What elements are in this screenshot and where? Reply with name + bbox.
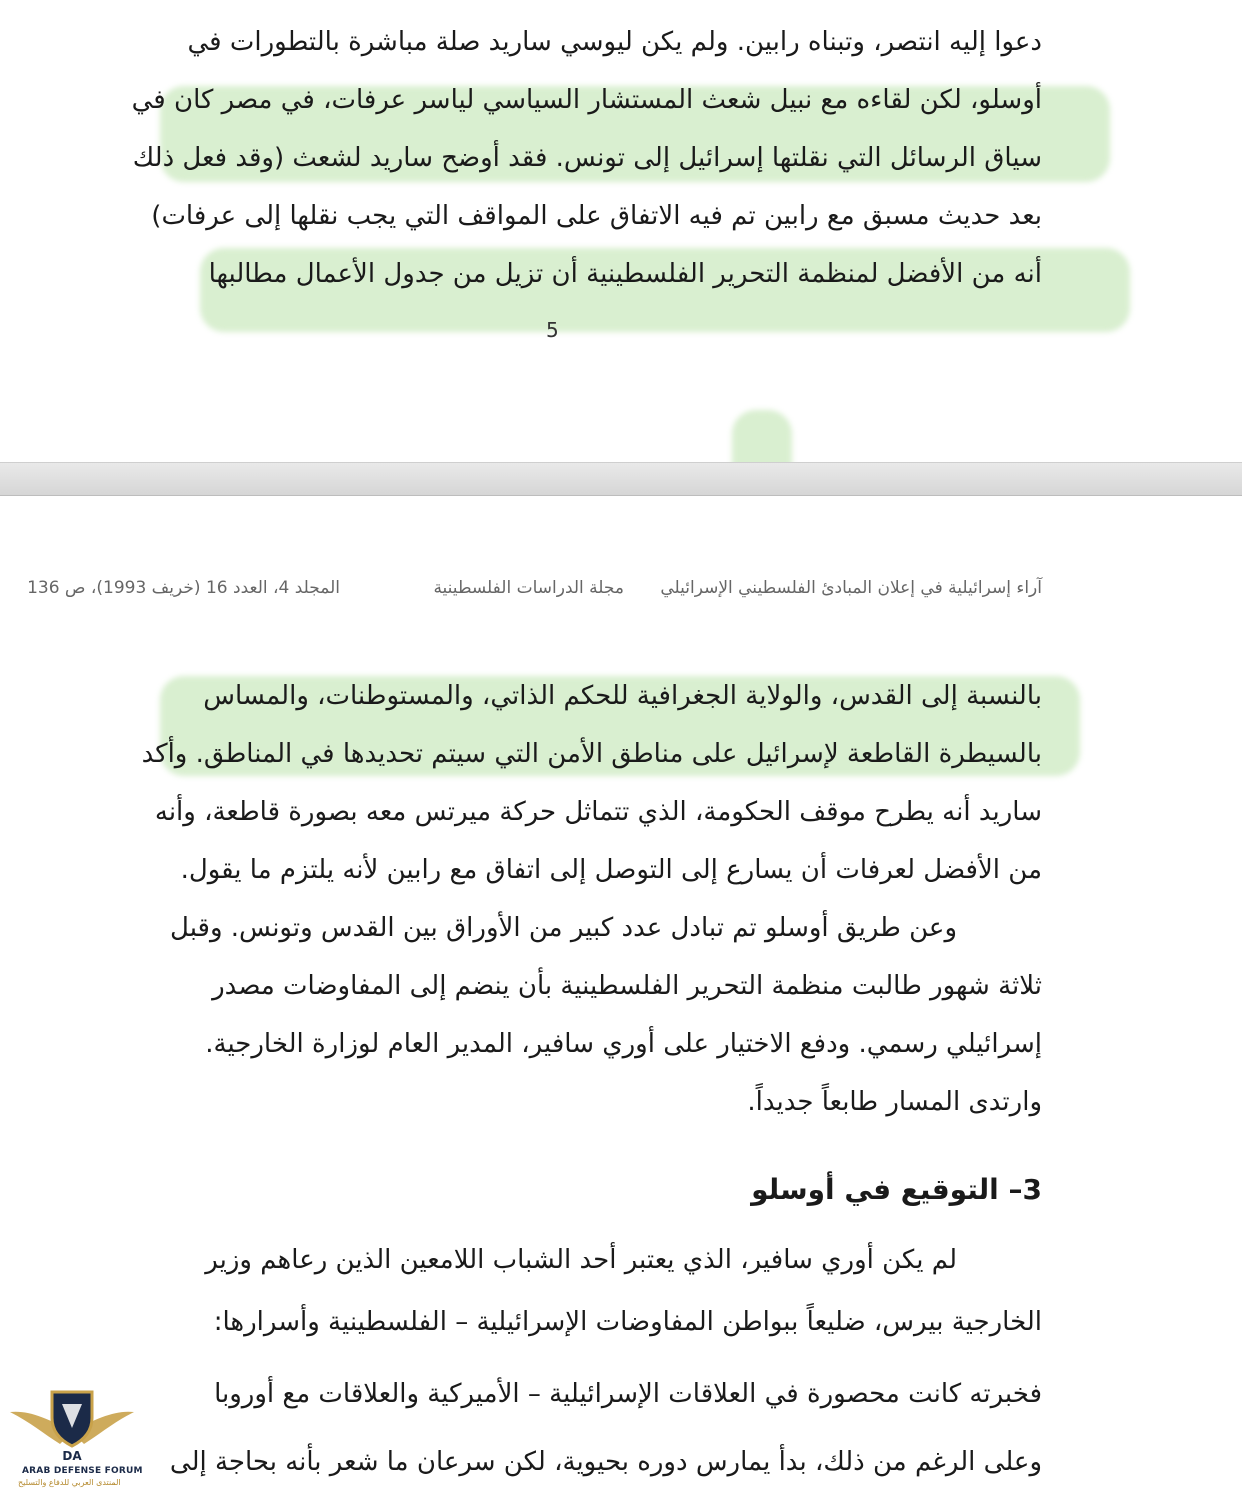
- paragraph-line: فخبرته كانت محصورة في العلاقات الإسرائيلية – الأميركية والعلاقات مع أوروبا: [214, 1379, 1042, 1409]
- page-separator: [0, 462, 1242, 497]
- paragraph-line: بعد حديث مسبق مع رابين تم فيه الاتفاق على المواقف التي يجب نقلها إلى عرفات): [151, 201, 1042, 231]
- paragraph-line: الخارجية بيرس، ضليعاً ببواطن المفاوضات الإسرائيلية – الفلسطينية وأسرارها:: [213, 1307, 1042, 1337]
- paragraph-line: وعن طريق أوسلو تم تبادل عدد كبير من الأوراق بين القدس وتونس. وقبل: [170, 913, 957, 943]
- paragraph-line: أوسلو، لكن لقاءه مع نبيل شعث المستشار السياسي لياسر عرفات، في مصر كان في: [131, 85, 1042, 115]
- page-number: 5: [546, 318, 559, 342]
- document-page-top: [0, 0, 1242, 462]
- logo-arabic-name: المنتدى العربي للدفاع والتسليح: [18, 1478, 121, 1487]
- paragraph-line: سياق الرسائل التي نقلتها إسرائيل إلى تونس. فقد أوضح ساريد لشعث (وقد فعل ذلك: [132, 143, 1042, 173]
- running-header-journal: مجلة الدراسات الفلسطينية: [433, 578, 624, 598]
- paragraph-line: بالسيطرة القاطعة لإسرائيل على مناطق الأمن التي سيتم تحديدها في المناطق. وأكد: [141, 739, 1042, 769]
- running-header-article: آراء إسرائيلية في إعلان المبادئ الفلسطيني الإسرائيلي: [660, 578, 1042, 598]
- section-heading: 3– التوقيع في أوسلو: [751, 1173, 1042, 1206]
- logo-name: ARAB DEFENSE FORUM: [22, 1466, 143, 1476]
- paragraph-line: دعوا إليه انتصر، وتبناه رابين. ولم يكن ليوسي ساريد صلة مباشرة بالتطورات في: [187, 27, 1042, 57]
- logo-abbreviation: DA: [62, 1449, 82, 1463]
- paragraph-line: بالنسبة إلى القدس، والولاية الجغرافية للحكم الذاتي، والمستوطنات، والمساس: [203, 681, 1042, 711]
- paragraph-line: ثلاثة شهور طالبت منظمة التحرير الفلسطينية بأن ينضم إلى المفاوضات مصدر: [212, 971, 1042, 1001]
- running-header-volume: المجلد 4، العدد 16 (خريف 1993)، ص 136: [27, 578, 340, 598]
- paragraph-line: وارتدى المسار طابعاً جديداً.: [747, 1087, 1042, 1117]
- paragraph-line: أنه من الأفضل لمنظمة التحرير الفلسطينية أن تزيل من جدول الأعمال مطالبها: [208, 259, 1042, 289]
- paragraph-line: لم يكن أوري سافير، الذي يعتبر أحد الشباب اللامعين الذين رعاهم وزير: [205, 1245, 957, 1275]
- paragraph-line: ساريد أنه يطرح موقف الحكومة، الذي تتماثل حركة ميرتس معه بصورة قاطعة، وأنه: [154, 797, 1042, 827]
- paragraph-line: وعلى الرغم من ذلك، بدأ يمارس دوره بحيوية، لكن سرعان ما شعر بأنه بحاجة إلى: [169, 1447, 1042, 1477]
- paragraph-line: إسرائيلي رسمي. ودفع الاختيار على أوري سافير، المدير العام لوزارة الخارجية.: [205, 1029, 1042, 1059]
- paragraph-line: من الأفضل لعرفات أن يسارع إلى التوصل إلى اتفاق مع رابين لأنه يلتزم ما يقول.: [180, 855, 1042, 885]
